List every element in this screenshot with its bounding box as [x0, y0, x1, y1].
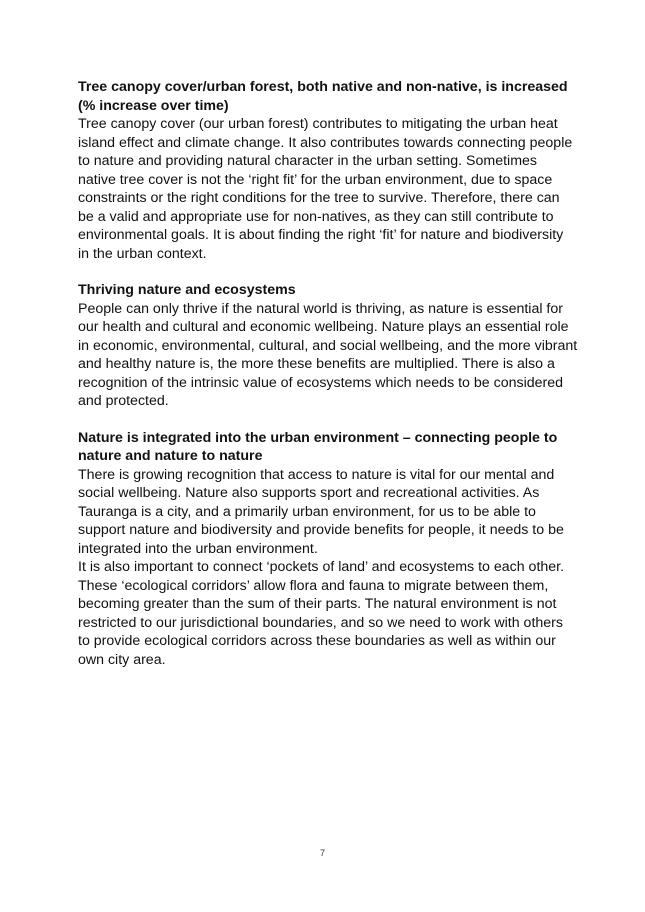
section-nature-integrated: [78, 429, 578, 670]
section-thriving-nature: [78, 281, 578, 411]
page-content: [78, 78, 578, 687]
page-number: 7: [319, 848, 325, 858]
section-paragraph: People can only thrive if the natural world is thriving, as nature is essential for our health and cultural and economic wellbeing. Nature plays an essential role in economic, environmental, cultural, and social wellbeing, and the more vibrant and healthy nature is, the more these benefits are multiplied. There is also a recognition of the intrinsic value of ecosystems which needs to be considered and protected.: [78, 300, 578, 409]
section-heading: Thriving nature and ecosystems: [78, 282, 296, 298]
section-paragraph: There is growing recognition that access to nature is vital for our mental and social wellbeing. Nature also supports sport and recreational activities. As Tauranga is a city, and a primarily urban environment, for us to be able to support nature and biodiversity and provide benefits for people, it needs to be integrated into the urban environment.: [78, 466, 564, 557]
section-tree-canopy: [78, 78, 578, 263]
section-paragraph: It is also important to connect ‘pockets of land’ and ecosystems to each other. These ‘ecological corridors’ allow flora and fauna to migrate between them, becoming greater than the sum of their parts. The natural environment is not restricted to our jurisdictional boundaries, and so we need to work with others to provide ecological corridors across these boundaries as well as within our own city area.: [78, 559, 565, 668]
section-heading: Nature is integrated into the urban environment – connecting people to nature and nature to nature: [78, 429, 558, 464]
section-heading: Tree canopy cover/urban forest, both native and non-native, is increased (% increase over time): [78, 79, 568, 114]
section-paragraph: Tree canopy cover (our urban forest) contributes to mitigating the urban heat island effect and climate change. It also contributes towards connecting people to nature and providing natural character in the urban setting. Sometimes native tree cover is not the ‘right fit’ for the urban environment, due to space constraints or the right conditions for the tree to survive. Therefore, there can be a valid and appropriate use for non-natives, as they can still contribute to environmental goals. It is about finding the right ‘fit’ for nature and biodiversity in the urban context.: [78, 116, 573, 262]
